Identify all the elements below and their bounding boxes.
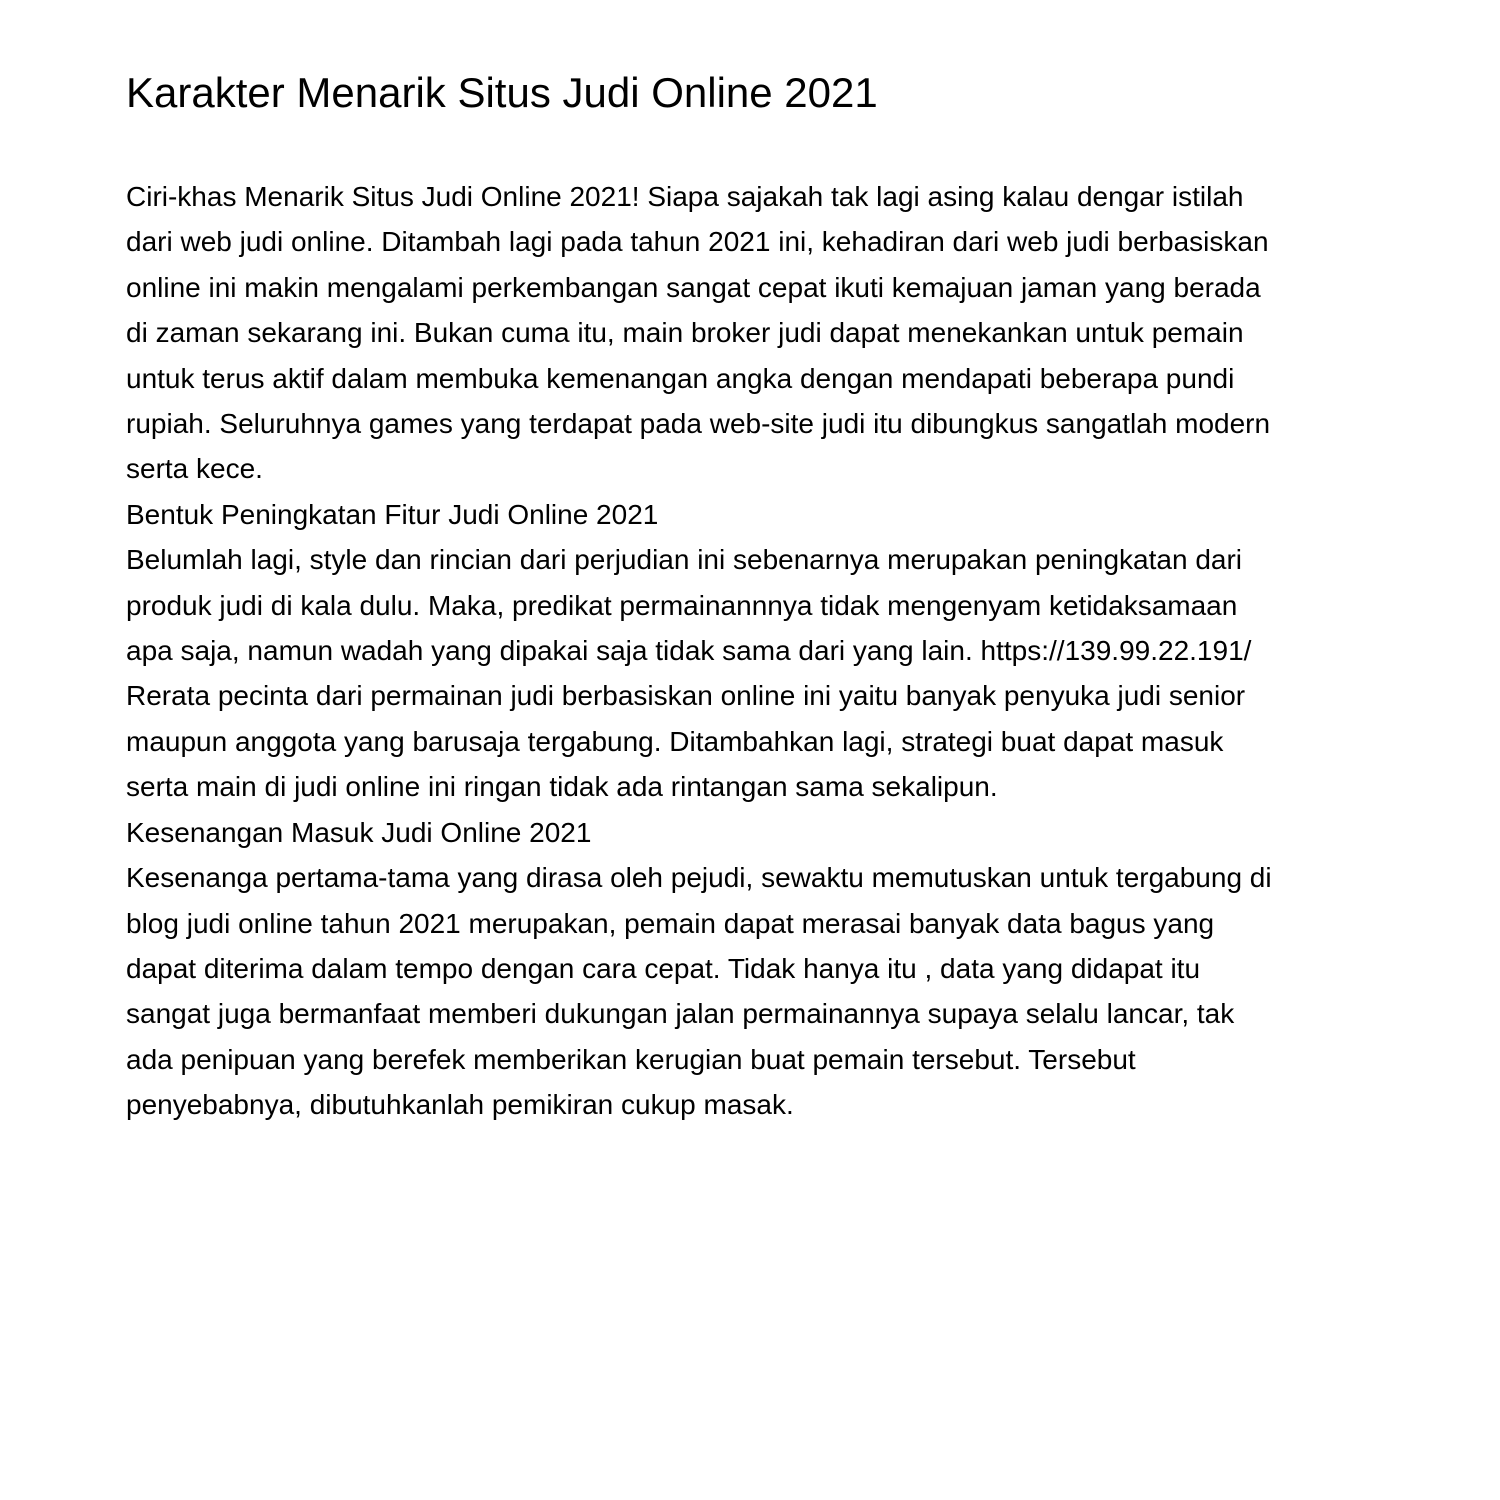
paragraph-line: Rerata pecinta dari permainan judi berbasiskan online ini yaitu banyak penyuka judi senior <box>126 680 1246 712</box>
paragraph-line: untuk terus aktif dalam membuka kemenangan angka dengan mendapati beberapa pundi <box>126 362 1235 394</box>
paragraph-line: Kesenanga pertama-tama yang dirasa oleh pejudi, sewaktu memutuskan untuk tergabung di <box>126 862 1272 894</box>
document-page <box>126 64 1376 1128</box>
paragraph-line: rupiah. Seluruhnya games yang terdapat pada web-site judi itu dibungkus sangatlah modern <box>126 408 1271 440</box>
paragraph-line: online ini makin mengalami perkembangan sangat cepat ikuti kemajuan jaman yang berada <box>126 271 1261 303</box>
paragraph-line: Belumlah lagi, style dan rincian dari perjudian ini sebenarnya merupakan peningkatan dari <box>126 544 1243 576</box>
document-body <box>126 174 1376 1128</box>
paragraph-line: serta main di judi online ini ringan tidak ada rintangan sama sekalipun. <box>126 771 998 803</box>
paragraph-line: maupun anggota yang barusaja tergabung. Ditambahkan lagi, strategi buat dapat masuk <box>126 725 1224 757</box>
paragraph-line: Ciri-khas Menarik Situs Judi Online 2021! Siapa sajakah tak lagi asing kalau dengar istilah <box>126 181 1244 212</box>
paragraph-line: apa saja, namun wadah yang dipakai saja tidak sama dari yang lain. https://139.99.22.191/ <box>126 635 1252 667</box>
page-title: Karakter Menarik Situs Judi Online 2021 <box>126 69 878 116</box>
section-heading: Kesenangan Masuk Judi Online 2021 <box>126 816 592 848</box>
paragraph-line: di zaman sekarang ini. Bukan cuma itu, main broker judi dapat menekankan untuk pemain <box>126 317 1244 349</box>
paragraph-line: produk judi di kala dulu. Maka, predikat permainannnya tidak mengenyam ketidaksamaan <box>126 589 1238 621</box>
paragraph-line: dari web judi online. Ditambah lagi pada tahun 2021 ini, kehadiran dari web judi berbasiskan <box>126 226 1269 258</box>
paragraph-line: dapat diterima dalam tempo dengan cara cepat. Tidak hanya itu , data yang didapat itu <box>126 952 1201 984</box>
section-heading: Bentuk Peningkatan Fitur Judi Online 2021 <box>126 498 659 530</box>
paragraph-line: blog judi online tahun 2021 merupakan, pemain dapat merasai banyak data bagus yang <box>126 907 1215 939</box>
paragraph-line: serta kece. <box>126 453 263 485</box>
paragraph-line: ada penipuan yang berefek memberikan kerugian buat pemain tersebut. Tersebut <box>126 1043 1136 1075</box>
paragraph-line: sangat juga bermanfaat memberi dukungan jalan permainannya supaya selalu lancar, tak <box>126 998 1235 1030</box>
paragraph-line: penyebabnya, dibutuhkanlah pemikiran cukup masak. <box>126 1089 794 1121</box>
